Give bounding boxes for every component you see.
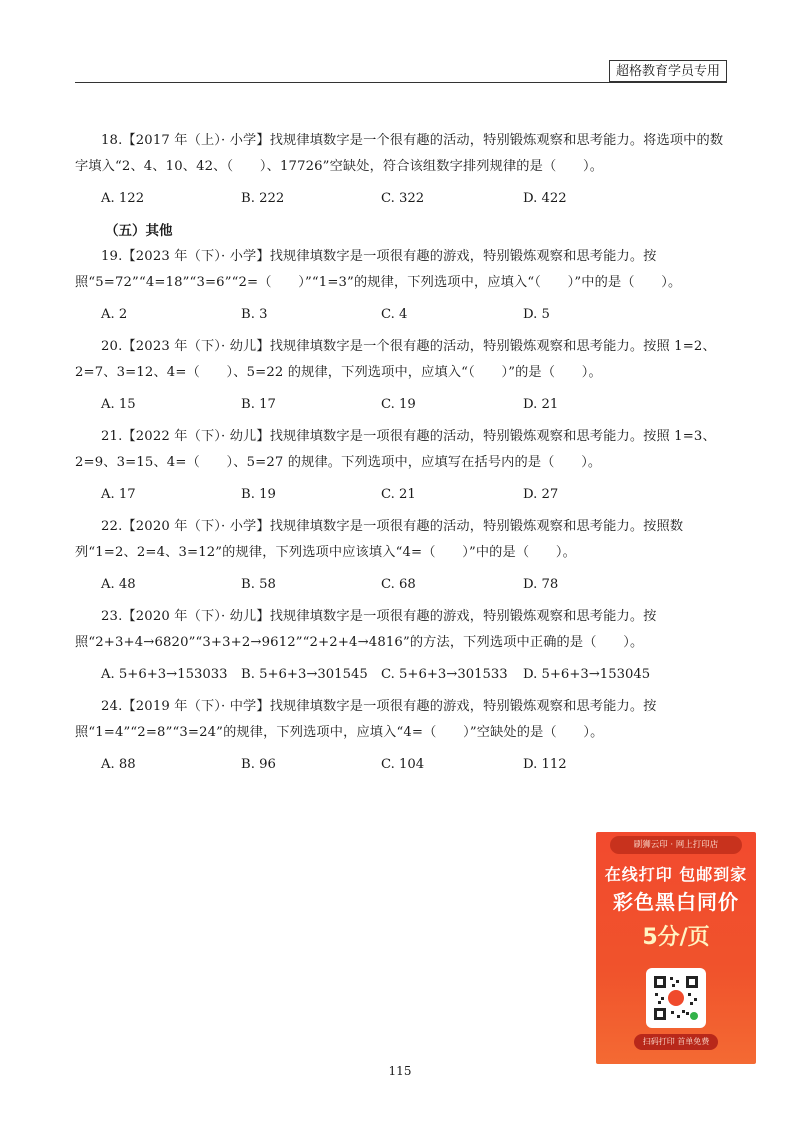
option-a: A. 17 bbox=[101, 487, 136, 502]
page-number: 115 bbox=[388, 1064, 412, 1078]
ad-headline: 在线打印 包邮到家 bbox=[604, 865, 748, 884]
option-d: D. 5+6+3→153045 bbox=[523, 667, 651, 682]
option-a: A. 2 bbox=[101, 307, 128, 322]
question-list bbox=[75, 128, 730, 784]
option-d: D. 27 bbox=[523, 487, 559, 502]
ad-subheadline: 彩色黑白同价 bbox=[613, 890, 739, 914]
options-18 bbox=[75, 186, 730, 212]
options-24 bbox=[75, 752, 730, 778]
options-19 bbox=[75, 302, 730, 328]
section-heading: （五）其他 bbox=[105, 223, 173, 239]
option-a: A. 15 bbox=[101, 397, 136, 412]
option-a: A. 122 bbox=[101, 191, 145, 206]
option-b: B. 5+6+3→301545 bbox=[241, 667, 368, 682]
option-c: C. 5+6+3→301533 bbox=[381, 667, 508, 682]
option-c: C. 104 bbox=[381, 757, 425, 772]
ad-bottom-banner: 扫码打印 首单免费 bbox=[634, 1034, 718, 1050]
header-label: 超格教育学员专用 bbox=[609, 60, 727, 82]
option-d: D. 422 bbox=[523, 191, 567, 206]
option-b: B. 3 bbox=[241, 307, 268, 322]
option-b: B. 19 bbox=[241, 487, 276, 502]
option-a: A. 88 bbox=[101, 757, 136, 772]
ad-price: 5分/页 bbox=[642, 925, 710, 950]
option-b: B. 96 bbox=[241, 757, 276, 772]
option-d: D. 112 bbox=[523, 757, 567, 772]
option-d: D. 78 bbox=[523, 577, 559, 592]
question-20: 20.【2023 年（下）· 幼儿】找规律填数字是一个很有趣的活动，特别锻炼观察和思考能力。按照 1=2、2=7、3=12、4=（ ）、5=22 的规律，下列选项中，应填入“（ ）”的是（ ）。 bbox=[75, 339, 716, 380]
qr-code-graphic bbox=[646, 968, 706, 1028]
option-c: C. 4 bbox=[381, 307, 408, 322]
options-23 bbox=[75, 662, 730, 688]
question-24: 24.【2019 年（下）· 中学】找规律填数字是一项很有趣的游戏，特别锻炼观察和思考能力。按照“1=4”“2=8”“3=24”的规律，下列选项中，应填入“4=（ ）”空缺处的是（ ）。 bbox=[75, 699, 657, 740]
question-19: 19.【2023 年（下）· 小学】找规律填数字是一项很有趣的游戏，特别锻炼观察和思考能力。按照“5=72”“4=18”“3=6”“2=（ ）”“1=3”的规律，下列选项中，应填入“（ ）”中的是（ ）。 bbox=[75, 249, 682, 290]
question-18: 18.【2017 年（上）· 小学】找规律填数字是一个很有趣的活动，特别锻炼观察和思考能力。将选项中的数字填入“2、4、10、42、（ ）、17726”空缺处，符合该组数字排列规律的是（ ）。 bbox=[75, 133, 724, 174]
ad-top-banner: 刷狮云印 · 网上打印店 bbox=[610, 836, 742, 854]
qr-code-icon[interactable] bbox=[646, 968, 706, 1028]
print-service-ad[interactable] bbox=[596, 832, 756, 1064]
option-b: B. 17 bbox=[241, 397, 276, 412]
option-c: C. 322 bbox=[381, 191, 425, 206]
option-a: A. 5+6+3→153033 bbox=[101, 667, 228, 682]
option-a: A. 48 bbox=[101, 577, 136, 592]
option-d: D. 5 bbox=[523, 307, 550, 322]
option-c: C. 68 bbox=[381, 577, 416, 592]
options-20 bbox=[75, 392, 730, 418]
option-b: B. 222 bbox=[241, 191, 285, 206]
option-b: B. 58 bbox=[241, 577, 276, 592]
question-23: 23.【2020 年（下）· 幼儿】找规律填数字是一项很有趣的游戏，特别锻炼观察和思考能力。按照“2+3+4→6820”“3+3+2→9612”“2+2+4→4816”的方法，下列选项中正确的是（ ）。 bbox=[75, 609, 657, 650]
header-rule bbox=[75, 82, 727, 83]
question-21: 21.【2022 年（下）· 幼儿】找规律填数字是一项很有趣的活动，特别锻炼观察和思考能力。按照 1=3、2=9、3=15、4=（ ）、5=27 的规律。下列选项中，应填写在括号内的是（ ）。 bbox=[75, 429, 716, 470]
option-d: D. 21 bbox=[523, 397, 559, 412]
options-22 bbox=[75, 572, 730, 598]
option-c: C. 21 bbox=[381, 487, 416, 502]
question-22: 22.【2020 年（下）· 小学】找规律填数字是一项很有趣的活动，特别锻炼观察和思考能力。按照数列“1=2、2=4、3=12”的规律，下列选项中应该填入“4=（ ）”中的是（ ）。 bbox=[75, 519, 684, 560]
options-21 bbox=[75, 482, 730, 508]
option-c: C. 19 bbox=[381, 397, 416, 412]
